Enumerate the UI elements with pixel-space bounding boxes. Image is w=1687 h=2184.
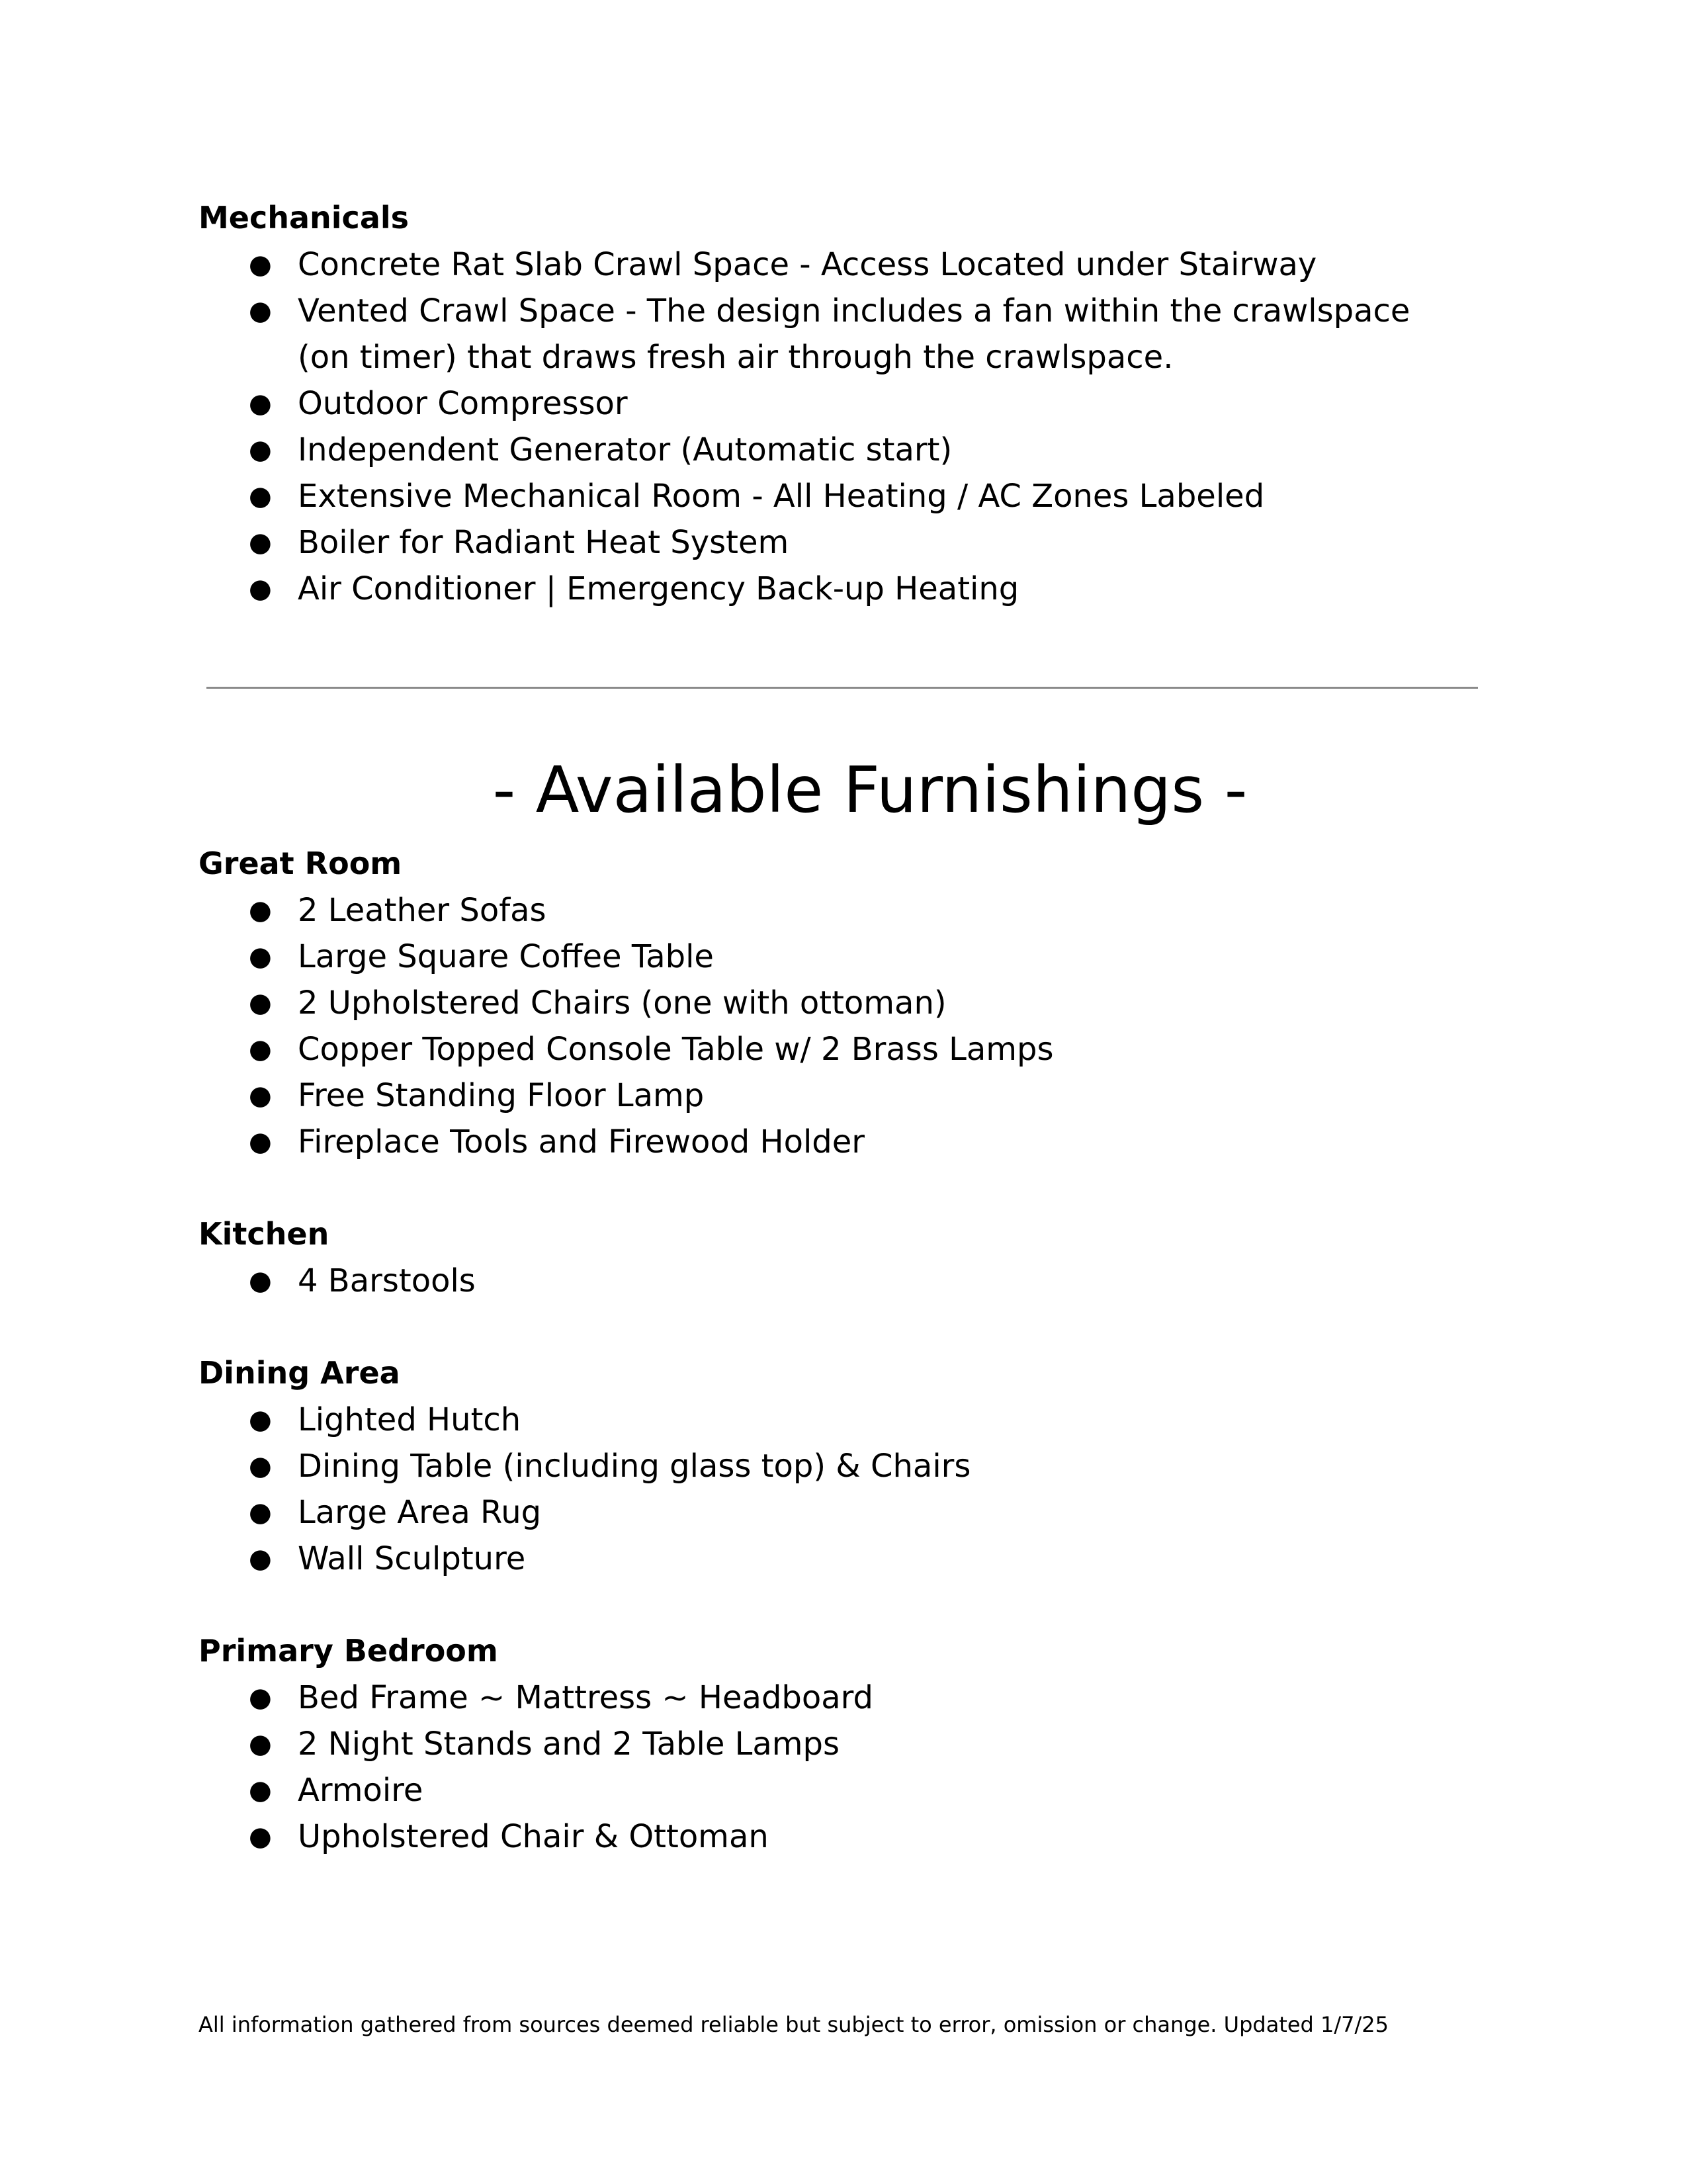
list-item: ● Lighted Hutch	[249, 1401, 521, 1438]
bullet-icon: ●	[249, 895, 272, 926]
bullet-icon: ●	[249, 1544, 272, 1574]
list-item: ● Copper Topped Console Table w/ 2 Brass Lamps	[249, 1031, 1054, 1068]
list-item: ● Outdoor Compressor	[249, 385, 628, 422]
horizontal-divider	[206, 687, 1478, 689]
bullet-icon: ●	[249, 1266, 272, 1296]
list-item: ● Upholstered Chair & Ottoman	[249, 1818, 769, 1855]
furnishings-title: - Available Furnishings -	[492, 753, 1248, 827]
bullet-icon: ●	[249, 527, 272, 558]
list-item: ● Vented Crawl Space - The design includes a fan within the crawlspace	[249, 292, 1410, 329]
list-item: ● 2 Leather Sofas	[249, 892, 546, 929]
list-item: ● Armoire	[249, 1772, 423, 1809]
list-item: ● Large Square Coffee Table	[249, 938, 714, 975]
list-item: ● Bed Frame ~ Mattress ~ Headboard	[249, 1679, 874, 1716]
list-item: ● Large Area Rug	[249, 1494, 542, 1531]
bullet-icon: ●	[249, 1451, 272, 1481]
list-item: ● Extensive Mechanical Room - All Heating / AC Zones Labeled	[249, 478, 1265, 515]
dining-area-heading: Dining Area	[198, 1355, 400, 1391]
bullet-icon: ●	[249, 388, 272, 419]
bullet-icon: ●	[249, 249, 272, 280]
bullet-icon: ●	[249, 1729, 272, 1759]
bullet-icon: ●	[249, 941, 272, 972]
bullet-icon: ●	[249, 1682, 272, 1713]
bullet-icon: ●	[249, 1775, 272, 1806]
bullet-icon: ●	[249, 1405, 272, 1435]
list-item: ● Concrete Rat Slab Crawl Space - Access Located under Stairway	[249, 246, 1317, 283]
list-item: ● Air Conditioner | Emergency Back-up Heating	[249, 570, 1019, 607]
list-item: ● Independent Generator (Automatic start)	[249, 431, 953, 468]
mechanicals-heading: Mechanicals	[198, 200, 410, 236]
bullet-icon: ●	[249, 1080, 272, 1111]
bullet-icon: ●	[249, 1127, 272, 1157]
bullet-icon: ●	[249, 1034, 272, 1065]
list-item: ● Boiler for Radiant Heat System	[249, 524, 789, 561]
list-item: ● Fireplace Tools and Firewood Holder	[249, 1123, 865, 1160]
list-item-continuation: (on timer) that draws fresh air through the crawlspace.	[298, 339, 1174, 376]
great-room-heading: Great Room	[198, 846, 402, 881]
list-item: ● 4 Barstools	[249, 1262, 476, 1299]
bullet-icon: ●	[249, 435, 272, 465]
primary-bedroom-heading: Primary Bedroom	[198, 1633, 498, 1669]
bullet-icon: ●	[249, 988, 272, 1018]
footer-disclaimer: All information gathered from sources deemed reliable but subject to error, omission or change. Updated 1/7/25	[198, 2012, 1389, 2037]
bullet-icon: ●	[249, 1497, 272, 1528]
list-item: ● Free Standing Floor Lamp	[249, 1077, 705, 1114]
bullet-icon: ●	[249, 1821, 272, 1852]
list-item: ● Dining Table (including glass top) & Chairs	[249, 1448, 971, 1485]
bullet-icon: ●	[249, 574, 272, 604]
bullet-icon: ●	[249, 296, 272, 326]
kitchen-heading: Kitchen	[198, 1216, 329, 1252]
bullet-icon: ●	[249, 481, 272, 511]
list-item: ● Wall Sculpture	[249, 1540, 526, 1577]
list-item: ● 2 Night Stands and 2 Table Lamps	[249, 1725, 840, 1763]
list-item: ● 2 Upholstered Chairs (one with ottoman)	[249, 984, 947, 1022]
